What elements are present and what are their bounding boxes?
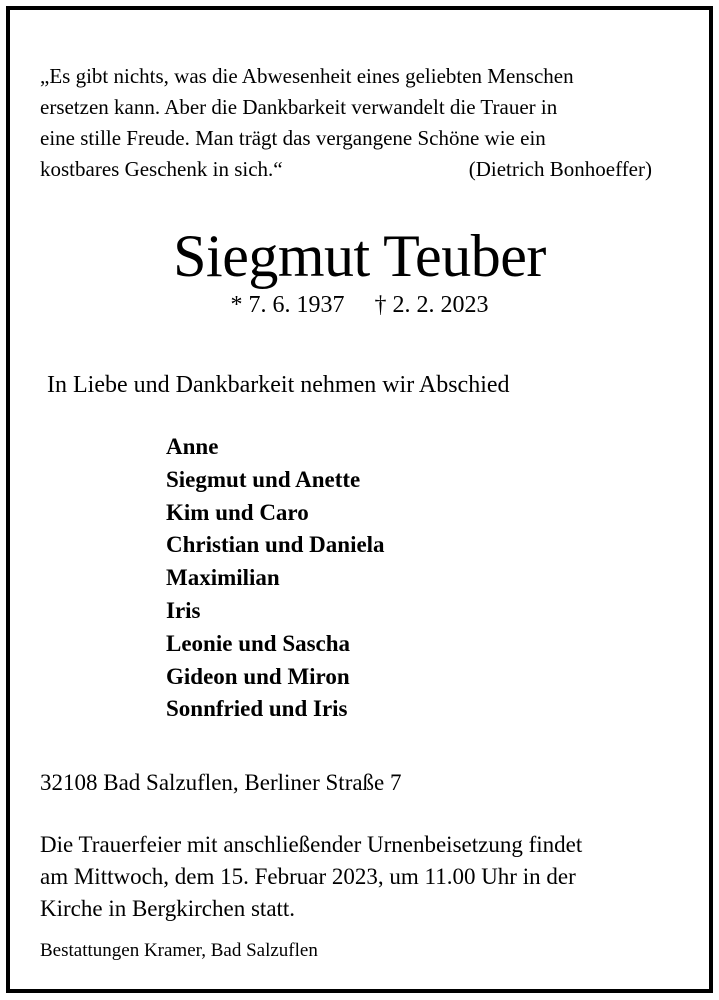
bonhoeffer-quote [40, 61, 670, 185]
mourner-name: Kim und Caro [166, 499, 309, 525]
quote-line: „Es gibt nichts, was die Abwesenheit eines geliebten Menschen [40, 64, 574, 88]
mourner-name: Iris [166, 597, 201, 623]
mourner-name: Christian und Daniela [166, 532, 385, 558]
mourner-name: Leonie und Sascha [166, 630, 351, 656]
family-address: 32108 Bad Salzuflen, Berliner Straße 7 [40, 770, 402, 795]
mourner-name: Anne [166, 434, 219, 459]
undertaker: Bestattungen Kramer, Bad Salzuflen [40, 940, 318, 961]
service-line: am Mittwoch, dem 15. Februar 2023, um 11.00 Uhr in der [40, 864, 576, 889]
farewell-text: In Liebe und Dankbarkeit nehmen wir Abschied [47, 372, 510, 398]
mourner-name: Sonnfried und Iris [166, 696, 348, 722]
service-line: Kirche in Bergkirchen statt. [40, 896, 296, 921]
birth-date: * 7. 6. 1937 [230, 292, 345, 318]
deceased-name: Siegmut Teuber [173, 223, 546, 289]
mourner-name: Gideon und Miron [166, 663, 350, 689]
service-line: Die Trauerfeier mit anschließender Urnenbeisetzung findet [40, 832, 583, 857]
death-date: † 2. 2. 2023 [374, 292, 489, 318]
mourner-name: Maximilian [166, 565, 280, 591]
quote-last-line [40, 154, 652, 185]
mourners-list [166, 431, 385, 726]
quote-author: (Dietrich Bonhoeffer) [468, 157, 652, 181]
service-info [40, 829, 680, 925]
life-dates [0, 289, 719, 321]
quote-line: ersetzen kann. Aber die Dankbarkeit verwandelt die Trauer in [40, 95, 558, 119]
quote-line: eine stille Freude. Man trägt das vergangene Schöne wie ein [40, 126, 546, 150]
mourner-name: Siegmut und Anette [166, 466, 361, 492]
quote-line: kostbares Geschenk in sich.“ [40, 157, 283, 181]
